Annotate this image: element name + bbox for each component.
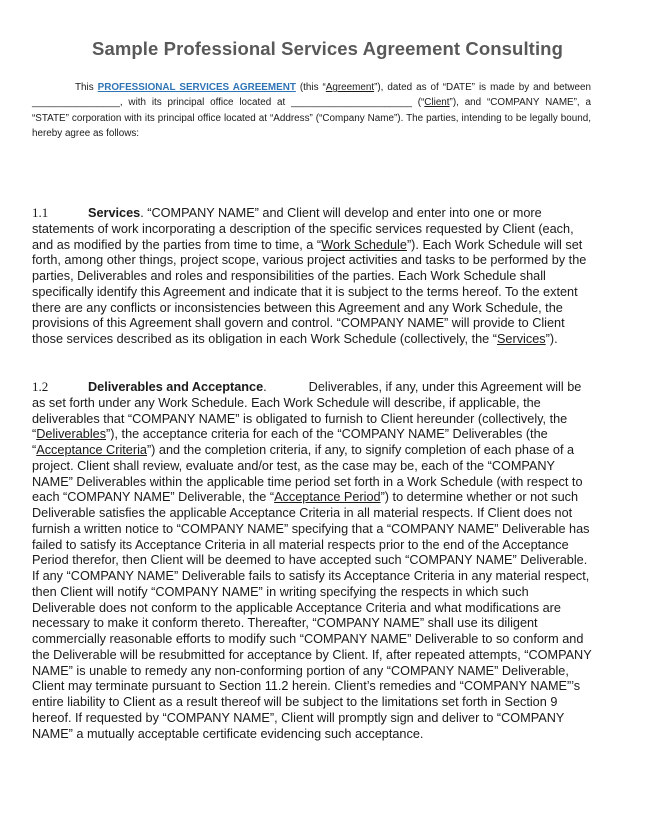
agreement-title-link[interactable]: PROFESSIONAL SERVICES AGREEMENT [97, 82, 296, 93]
intro-text-2: (this “ [295, 82, 326, 93]
section-number: 1.1 [32, 205, 49, 220]
section-number: 1.2 [32, 379, 49, 394]
section-1-2-deliverables [32, 379, 592, 742]
defined-term-work-schedule: Work Schedule [321, 237, 407, 252]
section-text: . [263, 380, 267, 394]
defined-term-services: Services [496, 332, 546, 346]
section-text: ”). [545, 332, 558, 346]
intro-text-3: ”), dated as of “DATE” is made by and between ________________, with its principal office located at ______________________ (“ [32, 82, 591, 109]
section-heading: Deliverables and Acceptance [88, 380, 264, 394]
intro-paragraph [32, 80, 591, 142]
section-heading: Services [88, 206, 141, 220]
section-text: Deliverables, if any, under this Agreement will be as set forth under any Work Schedule. Each Work Schedule will describe, if applicable, the deliverables that “COMPANY NAME” is obligated to furnish to Client hereunder (collectively, the “ [32, 380, 582, 442]
section-text: ”), the acceptance criteria for each of the “COMPANY NAME” Deliverables (the “ [32, 427, 548, 457]
section-1-1-services [32, 205, 592, 348]
document-title: Sample Professional Services Agreement Consulting [92, 38, 563, 59]
defined-term-agreement: Agreement [325, 82, 375, 93]
section-text: ”) and the completion criteria, if any, to signify completion of each phase of a project. Client shall review, evaluate and/or test, as the case may be, each of the “COMPANY NAME” Deliverables within the applicable time period set forth in a Work Schedule (with respect to each “COMPANY NAME” Deliverable, the “ [32, 443, 583, 505]
defined-term-deliverables: Deliverables [36, 427, 107, 442]
section-text: . “COMPANY NAME” and Client will develop and enter into one or more statements of work incorporating a description of the specific services requested by Client (each, and as modified by the parties from time to time, a “ [32, 206, 574, 252]
section-text: ”). Each Work Schedule will set forth, among other things, project scope, various project activities and tasks to be performed by the parties, Deliverables and roles and responsibilities of the parties. Each Work Schedule shall specifically identify this Agreement and indicate that it is subject to the terms hereof. To the extent there are any conflicts or inconsistencies between this Agreement and any Work Schedule, the provisions of this Agreement shall govern and control. “COMPANY NAME” will provide to Client those services described as its obligation in each Work Schedule (collectively, the “ [32, 237, 587, 346]
intro-text-1: This [75, 82, 98, 93]
defined-term-client: Client [424, 97, 450, 109]
defined-term-acceptance-criteria: Acceptance Criteria [36, 443, 147, 457]
section-text: ”) to determine whether or not such Deliverable satisfies the applicable Acceptance Criteria in all material respects. If Client does not furnish a written notice to “COMPANY NAME” specifying that a “COMPANY NAME” Deliverable has failed to satisfy its Acceptance Criteria in all material respects prior to the end of the Acceptance Period therefor, then Client will be deemed to have accepted such “COMPANY NAME” Deliverable. If any “COMPANY NAME” Deliverable fails to satisfy its Acceptance Criteria in any material respect, then Client will notify “COMPANY NAME” in writing specifying the respects in which such Deliverable does not conform to the applicable Acceptance Criteria and what modifications are necessary to make it conform thereto. Thereafter, “COMPANY NAME” shall use its diligent commercially reasonable efforts to modify such “COMPANY NAME” Deliverable to so conform and the Deliverable will be resubmitted for acceptance by Client. If, after repeated attempts, “COMPANY NAME” is unable to remedy any non-conforming portion of any “COMPANY NAME” Deliverable, Client may terminate pursuant to Section 11.2 herein. Client’s remedies and “COMPANY NAME”’s entire liability to Client as a result thereof will be subject to the limitations set forth in Section 9 hereof. If requested by “COMPANY NAME”, Client will promptly sign and deliver to “COMPANY NAME” a mutually acceptable certificate evidencing such acceptance. [32, 490, 592, 741]
intro-text-4: ”), and “COMPANY NAME”, a “STATE” corporation with its principal office located at “Address” (“Company Name”). The parties, intending to be legally bound, hereby agree as follows: [32, 97, 591, 140]
defined-term-acceptance-period: Acceptance Period [274, 490, 381, 505]
